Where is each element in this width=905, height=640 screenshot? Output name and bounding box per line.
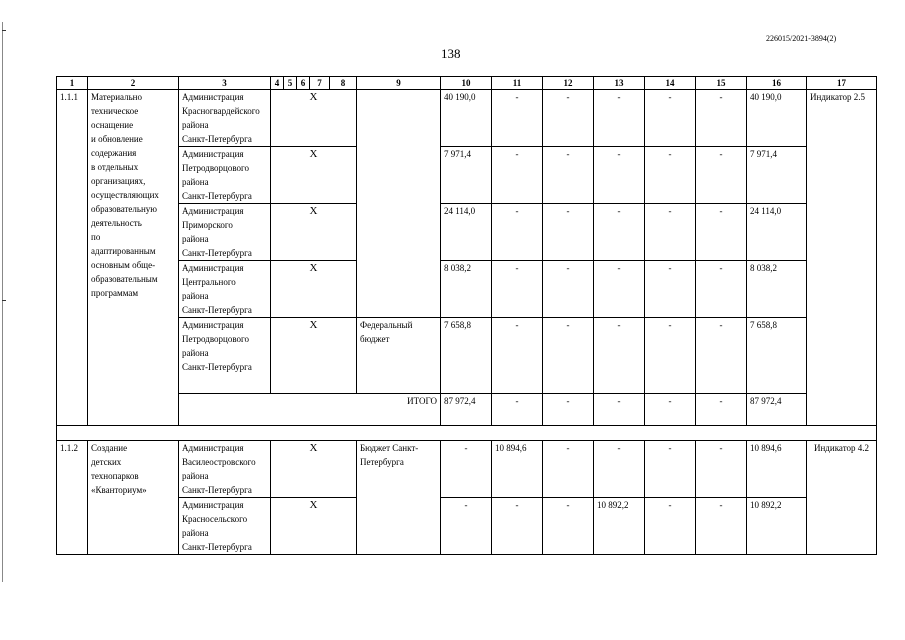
value-cell: - bbox=[594, 261, 645, 318]
value-cell: - bbox=[696, 498, 747, 555]
value-cell: 7 658,8 bbox=[747, 318, 807, 394]
col-header: 2 bbox=[88, 77, 179, 90]
source-cell bbox=[357, 90, 441, 318]
value-cell: - bbox=[696, 261, 747, 318]
value-cell: 7 971,4 bbox=[441, 147, 492, 204]
value-cell: - bbox=[543, 394, 594, 426]
value-cell: - bbox=[645, 441, 696, 498]
col-header: 9 bbox=[357, 77, 441, 90]
admin-cell: Администрация Петродворцового района Санкт-Петербурга bbox=[179, 147, 271, 204]
value-cell: - bbox=[594, 394, 645, 426]
section-code: 1.1.1 bbox=[57, 90, 88, 426]
section-name: Создание детских технопарков «Кванториум» bbox=[88, 441, 179, 555]
page-number: 138 bbox=[441, 46, 461, 61]
col-header: 13 bbox=[594, 77, 645, 90]
total-row bbox=[57, 394, 877, 426]
value-cell: 8 038,2 bbox=[747, 261, 807, 318]
col-header: 8 bbox=[330, 77, 357, 90]
source-cell: Бюджет Санкт-Петербурга bbox=[357, 441, 441, 555]
col-header: 17 bbox=[807, 77, 877, 90]
value-cell: - bbox=[696, 147, 747, 204]
value-cell: 10 894,6 bbox=[492, 441, 543, 498]
budget-table bbox=[56, 76, 877, 555]
value-cell: - bbox=[492, 498, 543, 555]
header-row bbox=[57, 77, 877, 90]
admin-cell: Администрация Центрального района Санкт-Петербурга bbox=[179, 261, 271, 318]
col-header: 4 bbox=[271, 77, 284, 90]
value-cell: 24 114,0 bbox=[441, 204, 492, 261]
value-cell: - bbox=[594, 147, 645, 204]
admin-cell: Администрация Приморского района Санкт-Петербурга bbox=[179, 204, 271, 261]
section-name: Материально техническое оснащение и обновление содержания в отдельных организациях, осуществляющих образовательную деятельность по адаптированным основным обще- образовательным программам bbox=[88, 90, 179, 426]
col-header: 7 bbox=[310, 77, 330, 90]
value-cell: - bbox=[696, 318, 747, 394]
value-cell: 40 190,0 bbox=[441, 90, 492, 147]
table-row bbox=[57, 498, 877, 555]
x-mark: Х bbox=[271, 261, 357, 318]
col-header: 15 bbox=[696, 77, 747, 90]
col-header: 16 bbox=[747, 77, 807, 90]
value-cell: - bbox=[645, 261, 696, 318]
col-header: 10 bbox=[441, 77, 492, 90]
value-cell: 10 892,2 bbox=[747, 498, 807, 555]
section-code: 1.1.2 bbox=[57, 441, 88, 555]
table-row bbox=[57, 90, 877, 147]
col-header: 5 bbox=[284, 77, 297, 90]
x-mark: Х bbox=[271, 204, 357, 261]
document-number: 226015/2021-3894(2) bbox=[766, 34, 837, 43]
scan-mark bbox=[2, 300, 6, 301]
table-row bbox=[57, 147, 877, 204]
scan-edge-line bbox=[2, 22, 3, 582]
value-cell: - bbox=[492, 147, 543, 204]
value-cell: - bbox=[543, 147, 594, 204]
value-cell: 7 658,8 bbox=[441, 318, 492, 394]
col-header: 12 bbox=[543, 77, 594, 90]
table-row bbox=[57, 441, 877, 498]
x-mark: Х bbox=[271, 441, 357, 498]
value-cell: - bbox=[696, 441, 747, 498]
value-cell: - bbox=[594, 204, 645, 261]
value-cell: - bbox=[645, 394, 696, 426]
value-cell: 87 972,4 bbox=[441, 394, 492, 426]
col-header: 14 bbox=[645, 77, 696, 90]
col-header: 6 bbox=[297, 77, 310, 90]
value-cell: 24 114,0 bbox=[747, 204, 807, 261]
value-cell: - bbox=[696, 204, 747, 261]
admin-cell: Администрация Петродворцового района Санкт-Петербурга bbox=[179, 318, 271, 394]
admin-cell: Администрация Красногвардейского района Санкт-Петербурга bbox=[179, 90, 271, 147]
value-cell: - bbox=[645, 204, 696, 261]
value-cell: - bbox=[492, 318, 543, 394]
value-cell: 40 190,0 bbox=[747, 90, 807, 147]
x-mark: Х bbox=[271, 318, 357, 394]
value-cell: - bbox=[543, 204, 594, 261]
total-label: ИТОГО bbox=[179, 394, 441, 426]
value-cell: - bbox=[543, 261, 594, 318]
value-cell: - bbox=[543, 90, 594, 147]
value-cell: - bbox=[645, 90, 696, 147]
value-cell: - bbox=[543, 498, 594, 555]
value-cell: - bbox=[645, 318, 696, 394]
x-mark: Х bbox=[271, 90, 357, 147]
spacer-row bbox=[57, 426, 877, 441]
admin-cell: Администрация Красносельского района Санкт-Петербурга bbox=[179, 498, 271, 555]
value-cell: - bbox=[492, 261, 543, 318]
value-cell: - bbox=[594, 318, 645, 394]
value-cell: - bbox=[492, 204, 543, 261]
table-row bbox=[57, 318, 877, 394]
x-mark: Х bbox=[271, 147, 357, 204]
value-cell: 10 894,6 bbox=[747, 441, 807, 498]
col-header: 1 bbox=[57, 77, 88, 90]
value-cell: 8 038,2 bbox=[441, 261, 492, 318]
col-header: 3 bbox=[179, 77, 271, 90]
value-cell: - bbox=[696, 90, 747, 147]
value-cell: - bbox=[543, 441, 594, 498]
scan-mark bbox=[2, 30, 6, 31]
value-cell: - bbox=[441, 441, 492, 498]
value-cell: - bbox=[492, 394, 543, 426]
admin-cell: Администрация Василеостровского района Санкт-Петербурга bbox=[179, 441, 271, 498]
table-row bbox=[57, 261, 877, 318]
value-cell: 10 892,2 bbox=[594, 498, 645, 555]
col-header: 11 bbox=[492, 77, 543, 90]
value-cell: 87 972,4 bbox=[747, 394, 807, 426]
value-cell: - bbox=[441, 498, 492, 555]
value-cell: - bbox=[594, 441, 645, 498]
indicator-cell: Индикатор 4.2 bbox=[807, 441, 877, 555]
value-cell: - bbox=[492, 90, 543, 147]
x-mark: Х bbox=[271, 498, 357, 555]
value-cell: - bbox=[696, 394, 747, 426]
indicator-cell: Индикатор 2.5 bbox=[807, 90, 877, 426]
source-cell: Федеральный бюджет bbox=[357, 318, 441, 394]
value-cell: - bbox=[594, 90, 645, 147]
value-cell: - bbox=[645, 147, 696, 204]
table-row bbox=[57, 204, 877, 261]
value-cell: - bbox=[645, 498, 696, 555]
value-cell: - bbox=[543, 318, 594, 394]
value-cell: 7 971,4 bbox=[747, 147, 807, 204]
